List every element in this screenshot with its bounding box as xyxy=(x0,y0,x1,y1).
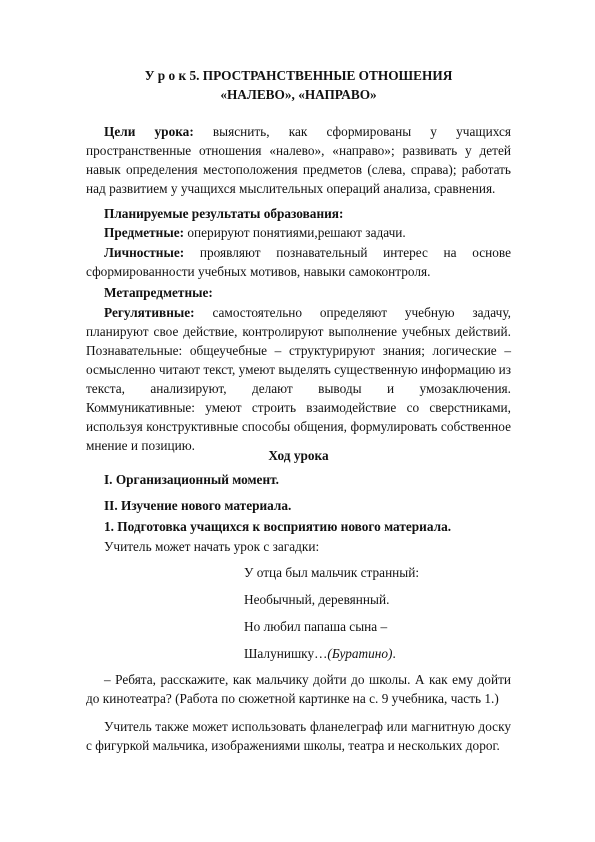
riddle-line-4 xyxy=(244,644,544,663)
riddle-line-4-text: Шалунишку… xyxy=(244,646,328,661)
planned-results-heading: Планируемые результаты образования: xyxy=(104,206,344,221)
riddle-line-3: Но любил папаша сына – xyxy=(244,619,388,634)
personal-text: проявляют познавательный интерес на основе сформированности учебных мотивов, навыки самоконтроля. xyxy=(86,245,511,279)
riddle-line-4-end: . xyxy=(392,646,396,661)
subject-results xyxy=(86,223,529,242)
personal-label: Личностные: xyxy=(104,245,185,260)
teacher-paragraph: Учитель также может использовать фланелеграф или магнитную доску с фигуркой мальчика, изображениями школы, театра и нескольких дорог. xyxy=(86,719,511,753)
personal-results xyxy=(86,243,511,281)
subject-text: оперируют понятиями,решают задачи. xyxy=(184,225,406,240)
goals-text: выяснить, как сформированы у учащихся пространственные отношения «налево», «направо»; развивать у детей навык определения местоположения предметов (слева, справа); работать над развитием у учащихся мыслительных операций анализа, сравнения. xyxy=(86,124,511,196)
subject-label: Предметные: xyxy=(104,225,185,240)
section-2-heading: II. Изучение нового материала. xyxy=(104,498,292,513)
subsection-1-heading: 1. Подготовка учащихся к восприятию нового материала. xyxy=(104,519,452,534)
lesson-title-line-2: «НАЛЕВО», «НАПРАВО» xyxy=(220,87,377,102)
riddle-answer: (Буратино) xyxy=(327,646,393,661)
regulative-results xyxy=(86,303,511,455)
riddle-line-1: У отца был мальчик странный: xyxy=(244,565,420,580)
regulative-label: Регулятивные: xyxy=(104,305,195,320)
section-1-heading: I. Организационный момент. xyxy=(104,472,279,487)
riddle-line-2: Необычный, деревянный. xyxy=(244,592,390,607)
lesson-goals xyxy=(86,122,511,198)
regulative-text: самостоятельно определяют учебную задачу, планируют свое действие, контролируют выполнение учебных действий. Познавательные: общеучебные – структурируют знания; логические – осмысленно читают текст, умеют выделять существенную информацию из текста, анализируют, делают выводы и умозаключения. Коммуникативные: умеют строить взаимодействие со сверстниками, используя конструктивные способы общения, формулировать собственное мнение и позицию. xyxy=(86,305,511,453)
course-heading: Ход урока xyxy=(268,448,329,463)
question-paragraph: – Ребята, расскажите, как мальчику дойти до школы. А как ему дойти до кинотеатра? (Работа по сюжетной картинке на с. 9 учебника, часть 1.) xyxy=(86,672,511,706)
riddle-intro: Учитель может начать урок с загадки: xyxy=(104,539,320,554)
lesson-title-line-1: У р о к 5. ПРОСТРАНСТВЕННЫЕ ОТНОШЕНИЯ xyxy=(144,68,453,83)
meta-heading: Метапредметные: xyxy=(104,285,213,300)
goals-label: Цели урока: xyxy=(104,124,194,139)
lesson-title xyxy=(86,66,511,104)
